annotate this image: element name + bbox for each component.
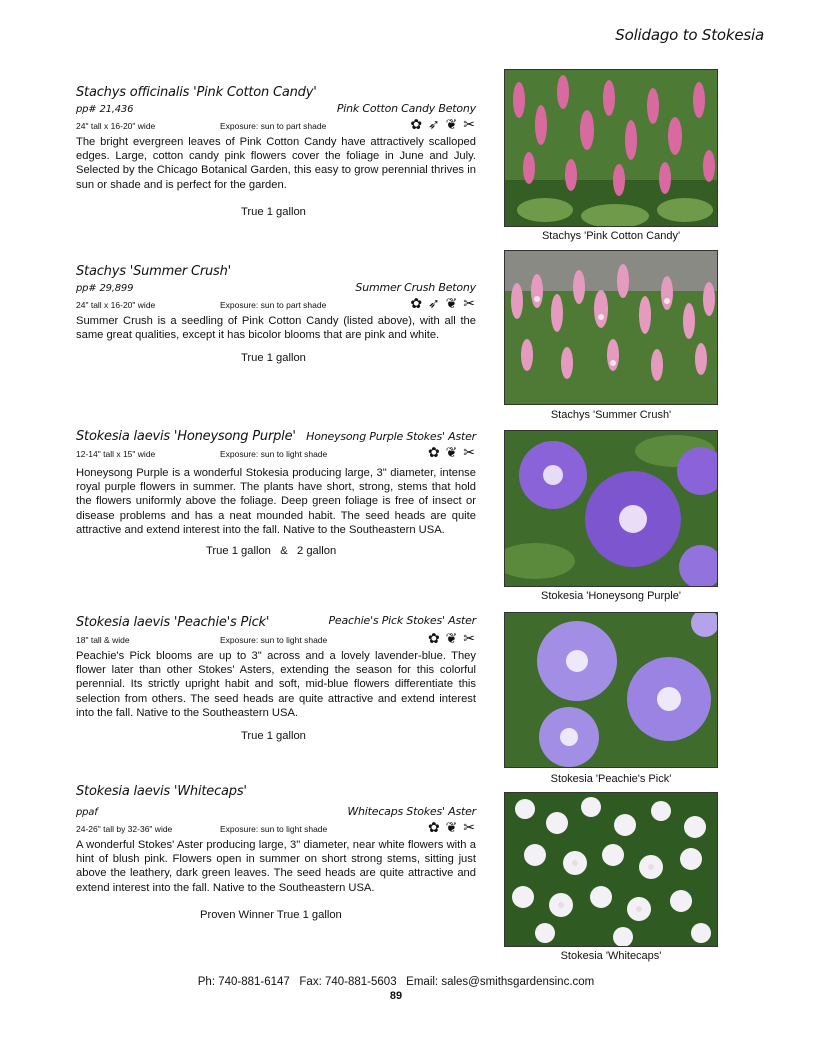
plant-description: The bright evergreen leaves of Pink Cotton Candy have attractively scalloped edges. Large, cotton candy pink flowers cover the foliage in June and July. Selected by the Chicago Botanical Garden, this easy to grow perennial thrives in sun or shade and is perfect for the garden. <box>76 136 476 191</box>
plant-entry-whitecaps <box>76 783 476 921</box>
common-name: Summer Crush Betony <box>355 281 476 294</box>
plant-name: Stokesia laevis 'Honeysong Purple' <box>76 429 296 444</box>
plant-description: Peachie's Pick blooms are up to 3" across and a lovely lavender-blue. They flower later than other Stokes' Asters, extending the season for this colorful perennial. Its strictly upright habit and soft, mid-blue flowers differentiate this selection from others. The seed heads are quite attractive and extend interest into the fall. Native to the Southeastern USA. <box>76 650 476 719</box>
common-name: Peachie's Pick Stokes' Aster <box>328 614 476 627</box>
page-header: Solidago to Stokesia <box>615 26 764 44</box>
plant-name: Stokesia laevis 'Whitecaps' <box>76 784 247 799</box>
photo-stachys-summer-crush <box>504 250 718 405</box>
exposure: Exposure: sun to light shade <box>220 824 328 834</box>
plant-name: Stokesia laevis 'Peachie's Pick' <box>76 615 270 630</box>
attribute-icons: ✿ ➶ ❦ ✂ <box>410 116 476 132</box>
plant-entry-honeysong-purple <box>76 428 476 557</box>
page-footer <box>0 976 816 1002</box>
contact-info: Ph: 740-881-6147 Fax: 740-881-5603 Email: sales@smithsgardensinc.com <box>197 976 595 988</box>
plant-name: Stachys officinalis 'Pink Cotton Candy' <box>76 85 317 100</box>
patent-number: ppaf <box>76 807 98 818</box>
attribute-icons: ✿ ❦ ✂ <box>428 444 476 460</box>
plant-entry-summer-crush <box>76 263 476 364</box>
photo-caption: Stokesia 'Whitecaps' <box>560 950 662 962</box>
plant-size: 12-14" tall x 15" wide <box>76 449 156 459</box>
photo-caption: Stokesia 'Peachie's Pick' <box>550 773 672 785</box>
plant-size: 18" tall & wide <box>76 635 130 645</box>
photo-stokesia-honeysong-purple <box>504 430 718 587</box>
photo-caption: Stachys 'Pink Cotton Candy' <box>541 230 681 242</box>
flower-photo <box>505 251 718 405</box>
photo-stokesia-peachies-pick <box>504 612 718 768</box>
exposure: Exposure: sun to light shade <box>220 635 328 645</box>
patent-number: pp# 21,436 <box>76 104 134 115</box>
flower-photo <box>505 793 718 947</box>
plant-description: Summer Crush is a seedling of Pink Cotton Candy (listed above), with all the same great qualities, except it has bicolor blooms that are pink and white. <box>76 315 476 342</box>
availability: True 1 gallon <box>241 730 306 743</box>
flower-photo <box>505 613 718 768</box>
photo-stachys-pink-cotton-candy <box>504 69 718 227</box>
plant-size: 24" tall x 16-20" wide <box>76 300 156 310</box>
plant-description: A wonderful Stokes' Aster producing large, 3" diameter, near white flowers with a hint of blush pink. Flowers open in summer on short strong stems, sitting just above the leathery, dark green leaves. The seed heads are quite attractive and extend interest into the fall. Native to the Southeastern USA. <box>76 839 476 894</box>
attribute-icons: ✿ ➶ ❦ ✂ <box>410 295 476 311</box>
patent-number: pp# 29,899 <box>76 283 134 294</box>
plant-size: 24-26" tall by 32-36" wide <box>76 824 173 834</box>
flower-photo <box>505 431 718 587</box>
plant-size: 24" tall x 16-20" wide <box>76 121 156 131</box>
availability: True 1 gallon & 2 gallon <box>206 545 337 558</box>
flower-photo <box>505 70 718 227</box>
common-name: Whitecaps Stokes' Aster <box>347 805 476 818</box>
photo-stokesia-whitecaps <box>504 792 718 947</box>
exposure: Exposure: sun to part shade <box>220 300 327 310</box>
attribute-icons: ✿ ❦ ✂ <box>428 819 476 835</box>
attribute-icons: ✿ ❦ ✂ <box>428 630 476 646</box>
photo-caption: Stokesia 'Honeysong Purple' <box>541 590 681 602</box>
plant-description: Honeysong Purple is a wonderful Stokesia producing large, 3" diameter, intense royal purple flowers in summer. The plants have short, strong, stems that hold the flowers uniformly above the foliage. Deep green foliage is free of insect or disease problems and has a neat mounded habit. The seed heads are quite attractive and extend interest into the fall. Native to the Southeastern USA. <box>76 467 476 536</box>
photo-caption: Stachys 'Summer Crush' <box>550 409 672 421</box>
availability: True 1 gallon <box>241 205 306 218</box>
plant-entry-pink-cotton-candy <box>76 84 476 218</box>
page-number: 89 <box>389 990 403 1002</box>
plant-name: Stachys 'Summer Crush' <box>76 264 232 279</box>
availability: True 1 gallon <box>241 352 306 365</box>
exposure: Exposure: sun to part shade <box>220 121 327 131</box>
common-name: Honeysong Purple Stokes' Aster <box>306 430 476 443</box>
availability: Proven Winner True 1 gallon <box>200 908 342 921</box>
exposure: Exposure: sun to light shade <box>220 449 328 459</box>
plant-entry-peachies-pick <box>76 614 476 742</box>
common-name: Pink Cotton Candy Betony <box>336 102 476 115</box>
